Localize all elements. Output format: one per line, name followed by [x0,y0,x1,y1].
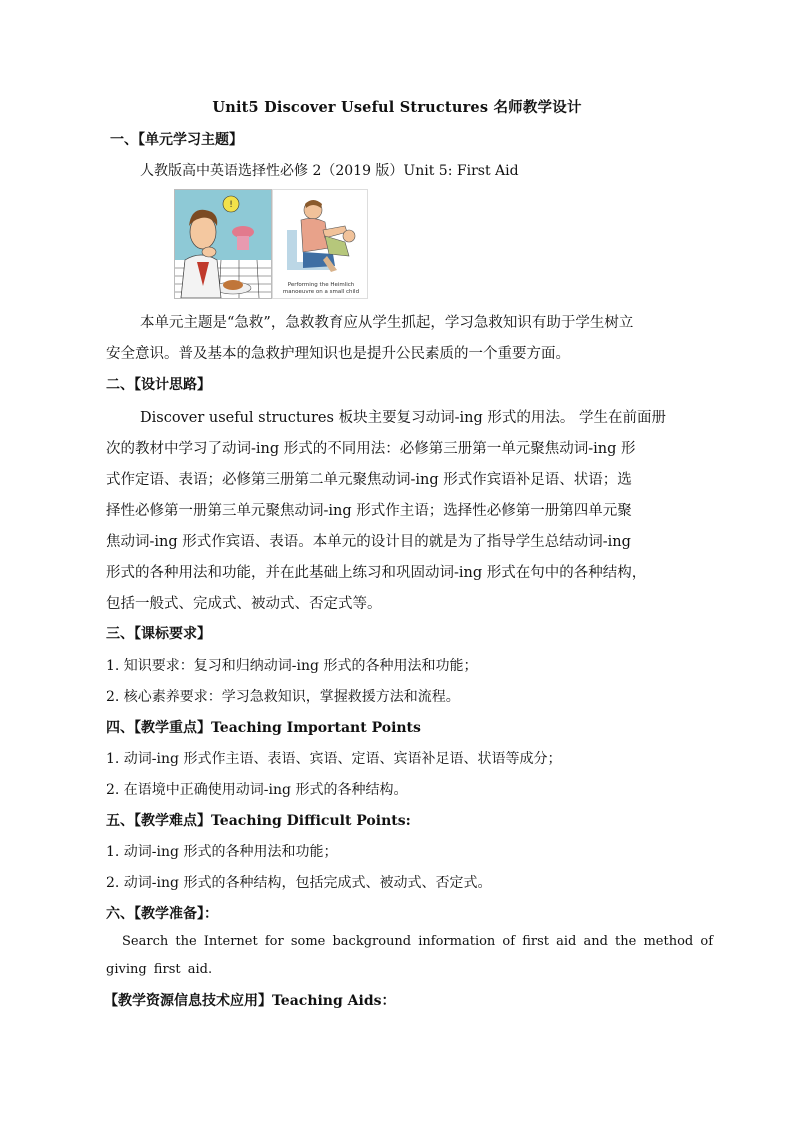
unit-theme-line-1: 本单元主题是“急救”，急救教育应从学生抓起，学习急救知识有助于学生树立 [140,315,634,331]
standard-item-2: 2. 核心素养要求：学习急救知识，掌握救援方法和流程。 [106,689,460,705]
heimlich-illustration [272,189,368,299]
svg-text:!: ! [229,200,233,210]
design-line-4: 择性必修第一册第三单元聚焦动词-ing 形式作主语；选择性必修第一册第四单元聚 [106,503,632,519]
unit-theme-line-2: 安全意识。普及基本的急救护理知识也是提升公民素质的一个重要方面。 [106,346,570,362]
difficult-point-2: 2. 动词-ing 形式的各种结构，包括完成式、被动式、否定式。 [106,875,492,891]
difficult-point-1: 1. 动词-ing 形式的各种用法和功能； [106,844,338,860]
design-line-3: 式作定语、表语；必修第三册第二单元聚焦动词-ing 形式作宾语补足语、状语；选 [106,472,632,488]
preparation-line-2: giving first aid. [106,962,213,977]
section-5-heading: 五、【教学难点】Teaching Difficult Points: [106,813,411,829]
first-aid-images [174,189,366,299]
section-1-heading: 一、【单元学习主题】 [110,132,243,148]
design-line-1: Discover useful structures 板块主要复习动词-ing 形式的用法。 学生在前面册 [140,410,666,426]
section-2-heading: 二、【设计思路】 [106,377,211,393]
course-line: 人教版高中英语选择性必修 2（2019 版）Unit 5: First Aid [140,163,519,179]
design-line-5: 焦动词-ing 形式作宾语、表语。本单元的设计目的就是为了指导学生总结动词-ing [106,534,631,550]
section-7-heading: 【教学资源信息技术应用】Teaching Aids： [104,993,396,1009]
design-line-2: 次的教材中学习了动词-ing 形式的不同用法：必修第三册第一单元聚焦动词-ing 形 [106,441,636,457]
key-point-1: 1. 动词-ing 形式作主语、表语、宾语、定语、宾语补足语、状语等成分； [106,751,562,767]
section-4-heading: 四、【教学重点】Teaching Important Points [106,720,421,736]
key-point-2: 2. 在语境中正确使用动词-ing 形式的各种结构。 [106,782,408,798]
choking-illustration [174,189,272,299]
design-line-7: 包括一般式、完成式、被动式、否定式等。 [106,596,382,612]
design-line-6: 形式的各种用法和功能，并在此基础上练习和巩固动词-ing 形式在句中的各种结构， [106,565,647,581]
standard-item-1: 1. 知识要求：复习和归纳动词-ing 形式的各种用法和功能； [106,658,478,674]
section-6-heading: 六、【教学准备】： [106,906,218,922]
section-3-heading: 三、【课标要求】 [106,626,211,642]
document-title: Unit5 Discover Useful Structures 名师教学设计 [212,99,582,116]
preparation-line-1: Search the Internet for some background information of first aid and the method of [122,934,714,949]
image-caption: Performing the Heimlich manoeuvre on a small child [282,282,360,295]
